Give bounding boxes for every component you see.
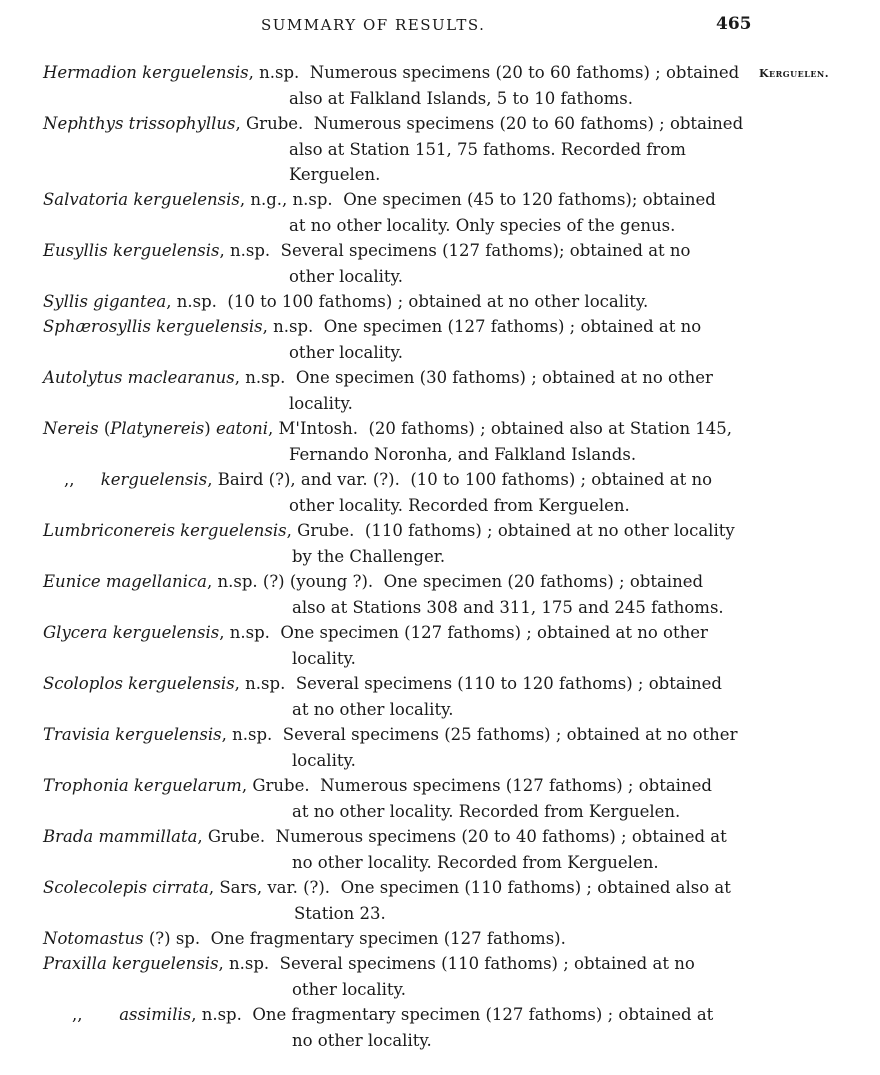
subgenus-name: Platynereis [110,419,205,438]
species-name: Nephthys trissophyllus [43,114,236,133]
species-list [0,60,880,1053]
entry-text-line2: no other locality. Recorded from Kerguelen. [292,852,659,872]
entry-text-line2: Station 23. [294,903,386,923]
species-entry [0,824,880,875]
entry-text-line1: One fragmentary specimen (127 fathoms) ; obtained at [252,1005,714,1024]
species-name: Salvatoria kerguelensis [43,190,240,209]
species-entry [0,111,880,187]
species-authority: , n.sp. [234,674,286,693]
species-entry [0,314,880,365]
entry-text-line2: locality. [292,648,356,668]
entry-text-line2: other locality. Recorded from Kerguelen. [289,495,630,515]
species-name: Scolecolepis cirrata [43,878,209,897]
entry-text-line2: also at Falkland Islands, 5 to 10 fathoms. [289,88,633,108]
entry-text-line3: Kerguelen. [289,165,381,184]
entry-text-line1: One specimen (20 fathoms) ; obtained [383,572,704,591]
entry-text-line1: Numerous specimens (20 to 60 fathoms) ; obtained [309,63,740,82]
species-authority: , n.sp. [234,368,286,387]
entry-text-line2: at no other locality. [292,699,454,719]
species-epithet: eatoni [215,419,269,438]
species-name: Brada mammillata [43,827,198,846]
entry-text-line1: Numerous specimens (20 to 60 fathoms) ; obtained [313,114,744,133]
page-header [0,14,880,38]
species-authority: , n.sp. [219,241,271,260]
ditto-mark: ,, [64,470,75,489]
entry-text-line2: locality. [289,393,353,413]
species-entry [0,926,880,951]
ditto-mark: ,, [72,1005,83,1024]
entry-text-line2: Fernando Noronha, and Falkland Islands. [289,444,637,464]
species-entry: Nereis (Platynereis) eatoni, M'Intosh. (20 fathoms) ; obtained also at Station 145, Fernando Noronha, and Falkland Islands. [0,416,880,467]
species-entry [0,671,880,722]
entry-text-line2: by the Challenger. [292,546,446,566]
running-title: SUMMARY OF RESULTS. [261,16,486,34]
species-authority: , Grube. [197,827,266,846]
species-authority: , Grube. [235,114,304,133]
species-entry [0,569,880,620]
species-name: assimilis [119,1005,192,1024]
species-name: Autolytus maclearanus [43,368,235,387]
entry-text-line1: Several specimens (110 fathoms) ; obtained at no [279,954,695,973]
species-name: Trophonia kerguelarum [43,776,242,795]
entry-text-line2: locality. [292,750,356,770]
species-name: Eunice magellanica [43,572,208,591]
species-authority: , n.sp. [191,1005,242,1024]
species-entry [0,187,880,238]
species-authority: , n.sp. [262,317,314,336]
species-name: Scoloplos kerguelensis [43,674,235,693]
species-authority: (?) sp. [143,929,201,948]
entry-text-line1: One fragmentary specimen (127 fathoms). [210,929,566,948]
entry-text-line1: Several specimens (127 fathoms); obtained at no [280,241,691,260]
species-authority: , n.sp. (?) (young ?). [207,572,374,591]
species-authority: , n.g., n.sp. [239,190,333,209]
entry-text-line1: One specimen (45 to 120 fathoms); obtained [343,190,716,209]
species-entry [0,365,880,416]
entry-text-line2: also at Station 151, 75 fathoms. Recorded from [289,139,686,159]
entry-text-line1: (10 to 100 fathoms) ; obtained at no other locality. [227,292,649,311]
species-name: Syllis gigantea [43,292,167,311]
entry-text-line2: other locality. [292,979,406,999]
entry-text-line2: at no other locality. Recorded from Kerguelen. [292,801,681,821]
entry-text-line1: Several specimens (25 fathoms) ; obtained at no other [282,725,738,744]
species-authority: , n.sp. [221,725,273,744]
species-entry [0,289,880,314]
species-name: kerguelensis [100,470,208,489]
species-entry [0,773,880,824]
species-entry [0,1002,880,1053]
entry-text-line1: One specimen (110 fathoms) ; obtained also at [340,878,731,897]
entry-text-line2: no other locality. [292,1030,432,1050]
species-name: Notomastus [43,929,144,948]
entry-text-line1: One specimen (127 fathoms) ; obtained at no [323,317,702,336]
species-entry [0,238,880,289]
entry-text-line1: Several specimens (110 to 120 fathoms) ; obtained [295,674,722,693]
species-name: Hermadion kerguelensis [43,63,249,82]
entry-text-line1: One specimen (30 fathoms) ; obtained at no other [295,368,713,387]
species-entry [0,60,880,111]
entry-text-line1: (10 to 100 fathoms) ; obtained at no [410,470,713,489]
entry-text-line2: at no other locality. Only species of the genus. [289,215,676,235]
species-entry [0,467,880,518]
entry-text-line1: Numerous specimens (127 fathoms) ; obtained [320,776,712,795]
species-name: Glycera kerguelensis [43,623,220,642]
species-authority: , M'Intosh. [268,419,358,438]
species-authority: , n.sp. [219,623,270,642]
species-authority: , Grube. [286,521,355,540]
entry-text-line2: other locality. [289,266,403,286]
species-entry [0,875,880,926]
entry-text-line1: (20 fathoms) ; obtained also at Station 145, [368,419,733,438]
entry-text-line1: Numerous specimens (20 to 40 fathoms) ; obtained at [275,827,727,846]
entry-text-line1: One specimen (127 fathoms) ; obtained at no other [280,623,708,642]
species-entry [0,951,880,1002]
species-name: Praxilla kerguelensis [43,954,219,973]
species-entry [0,722,880,773]
species-name: Eusyllis kerguelensis [43,241,220,260]
species-name: Lumbriconereis kerguelensis [43,521,287,540]
margin-note: Kerguelen. [759,67,830,80]
entry-text-line2: other locality. [289,342,403,362]
species-authority: , Sars, var. (?). [208,878,331,897]
entry-text-line1: (110 fathoms) ; obtained at no other locality [364,521,735,540]
page-number: 465 [716,14,752,34]
species-name: Travisia kerguelensis [43,725,222,744]
species-authority: , n.sp. [248,63,300,82]
species-authority: , Grube. [241,776,310,795]
species-name: Nereis [43,419,99,438]
species-name: Sphærosyllis kerguelensis [43,317,263,336]
entry-text-line2: also at Stations 308 and 311, 175 and 245 fathoms. [292,597,724,617]
species-authority: , n.sp. [218,954,270,973]
species-authority: , n.sp. [166,292,217,311]
species-authority: , Baird (?), and var. (?). [207,470,400,489]
species-entry [0,620,880,671]
species-entry [0,518,880,569]
